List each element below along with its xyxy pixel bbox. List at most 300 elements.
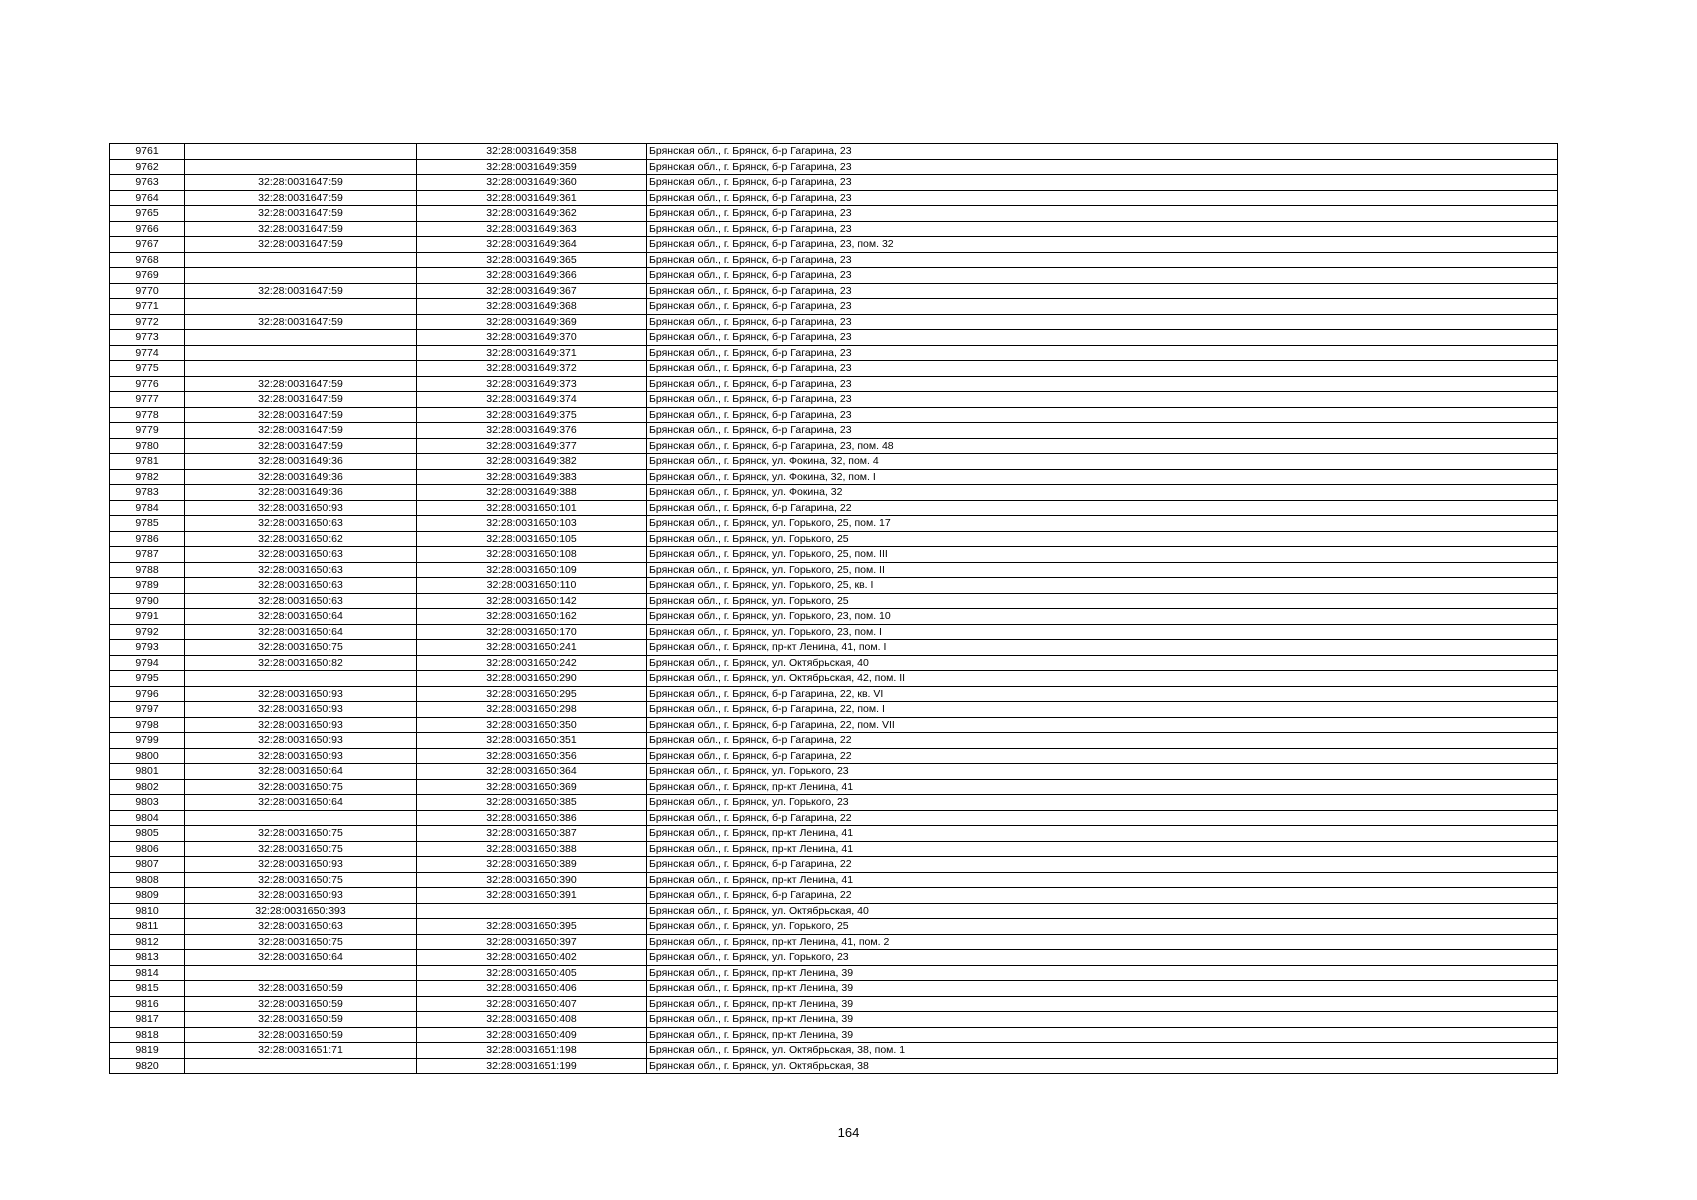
table-row (110, 903, 1558, 919)
row-number-cell: 9800 (110, 748, 185, 764)
parent-cadastral-cell: 32:28:0031650:93 (185, 717, 417, 733)
table-row (110, 686, 1558, 702)
row-number-cell: 9803 (110, 795, 185, 811)
cadastral-number-cell: 32:28:0031650:405 (417, 965, 647, 981)
cadastral-number-cell: 32:28:0031650:295 (417, 686, 647, 702)
row-number-cell: 9806 (110, 841, 185, 857)
table-row (110, 190, 1558, 206)
row-number-cell: 9819 (110, 1043, 185, 1059)
table-row (110, 438, 1558, 454)
table-row (110, 671, 1558, 687)
cadastral-number-cell: 32:28:0031649:365 (417, 252, 647, 268)
parent-cadastral-cell: 32:28:0031650:59 (185, 1012, 417, 1028)
address-cell: Брянская обл., г. Брянск, б-р Гагарина, 22, пом. VII (647, 717, 1558, 733)
parent-cadastral-cell: 32:28:0031650:75 (185, 779, 417, 795)
table-row (110, 237, 1558, 253)
table-row (110, 795, 1558, 811)
table-row (110, 640, 1558, 656)
address-cell: Брянская обл., г. Брянск, б-р Гагарина, 23, пом. 32 (647, 237, 1558, 253)
table-row (110, 934, 1558, 950)
cadastral-number-cell: 32:28:0031650:142 (417, 593, 647, 609)
address-cell: Брянская обл., г. Брянск, б-р Гагарина, 23 (647, 159, 1558, 175)
row-number-cell: 9795 (110, 671, 185, 687)
row-number-cell: 9792 (110, 624, 185, 640)
row-number-cell: 9787 (110, 547, 185, 563)
table-row (110, 252, 1558, 268)
parent-cadastral-cell: 32:28:0031650:93 (185, 686, 417, 702)
parent-cadastral-cell: 32:28:0031650:64 (185, 609, 417, 625)
table-row (110, 531, 1558, 547)
parent-cadastral-cell (185, 810, 417, 826)
cadastral-number-cell: 32:28:0031650:385 (417, 795, 647, 811)
address-cell: Брянская обл., г. Брянск, б-р Гагарина, 23 (647, 175, 1558, 191)
table-row (110, 376, 1558, 392)
cadastral-number-cell: 32:28:0031649:373 (417, 376, 647, 392)
cadastral-number-cell: 32:28:0031650:391 (417, 888, 647, 904)
row-number-cell: 9813 (110, 950, 185, 966)
parent-cadastral-cell (185, 330, 417, 346)
cadastral-number-cell: 32:28:0031650:387 (417, 826, 647, 842)
parent-cadastral-cell: 32:28:0031650:59 (185, 996, 417, 1012)
row-number-cell: 9782 (110, 469, 185, 485)
row-number-cell: 9764 (110, 190, 185, 206)
parent-cadastral-cell (185, 671, 417, 687)
address-cell: Брянская обл., г. Брянск, пр-кт Ленина, 41 (647, 872, 1558, 888)
parent-cadastral-cell: 32:28:0031650:75 (185, 826, 417, 842)
cadastral-number-cell: 32:28:0031650:407 (417, 996, 647, 1012)
address-cell: Брянская обл., г. Брянск, пр-кт Ленина, 41, пом. 2 (647, 934, 1558, 950)
table-row (110, 268, 1558, 284)
table-row (110, 593, 1558, 609)
cadastral-number-cell: 32:28:0031649:372 (417, 361, 647, 377)
table-row (110, 144, 1558, 160)
cadastral-number-cell: 32:28:0031650:170 (417, 624, 647, 640)
parent-cadastral-cell: 32:28:0031650:62 (185, 531, 417, 547)
row-number-cell: 9810 (110, 903, 185, 919)
row-number-cell: 9770 (110, 283, 185, 299)
table-row (110, 841, 1558, 857)
cadastral-number-cell: 32:28:0031650:103 (417, 516, 647, 532)
parent-cadastral-cell: 32:28:0031649:36 (185, 485, 417, 501)
address-cell: Брянская обл., г. Брянск, ул. Горького, 25 (647, 919, 1558, 935)
cadastral-number-cell: 32:28:0031651:199 (417, 1058, 647, 1074)
parent-cadastral-cell: 32:28:0031650:64 (185, 795, 417, 811)
address-cell: Брянская обл., г. Брянск, б-р Гагарина, 23 (647, 314, 1558, 330)
parent-cadastral-cell: 32:28:0031650:64 (185, 950, 417, 966)
parent-cadastral-cell: 32:28:0031647:59 (185, 392, 417, 408)
parent-cadastral-cell: 32:28:0031650:75 (185, 640, 417, 656)
address-cell: Брянская обл., г. Брянск, ул. Фокина, 32, пом. I (647, 469, 1558, 485)
row-number-cell: 9769 (110, 268, 185, 284)
parent-cadastral-cell: 32:28:0031650:63 (185, 547, 417, 563)
cadastral-number-cell: 32:28:0031650:409 (417, 1027, 647, 1043)
cadastral-number-cell: 32:28:0031649:364 (417, 237, 647, 253)
row-number-cell: 9798 (110, 717, 185, 733)
address-cell: Брянская обл., г. Брянск, ул. Горького, 25 (647, 531, 1558, 547)
row-number-cell: 9790 (110, 593, 185, 609)
parent-cadastral-cell: 32:28:0031650:75 (185, 934, 417, 950)
parent-cadastral-cell: 32:28:0031647:59 (185, 407, 417, 423)
row-number-cell: 9801 (110, 764, 185, 780)
table-row (110, 314, 1558, 330)
table-row (110, 500, 1558, 516)
address-cell: Брянская обл., г. Брянск, ул. Горького, 25 (647, 593, 1558, 609)
table-row (110, 547, 1558, 563)
cadastral-number-cell: 32:28:0031651:198 (417, 1043, 647, 1059)
row-number-cell: 9808 (110, 872, 185, 888)
parent-cadastral-cell: 32:28:0031650:93 (185, 733, 417, 749)
row-number-cell: 9781 (110, 454, 185, 470)
parent-cadastral-cell: 32:28:0031647:59 (185, 283, 417, 299)
address-cell: Брянская обл., г. Брянск, б-р Гагарина, 23 (647, 221, 1558, 237)
cadastral-number-cell: 32:28:0031650:395 (417, 919, 647, 935)
address-cell: Брянская обл., г. Брянск, б-р Гагарина, 23 (647, 299, 1558, 315)
address-cell: Брянская обл., г. Брянск, б-р Гагарина, 22, пом. I (647, 702, 1558, 718)
row-number-cell: 9812 (110, 934, 185, 950)
table-row (110, 733, 1558, 749)
cadastral-number-cell: 32:28:0031649:370 (417, 330, 647, 346)
row-number-cell: 9777 (110, 392, 185, 408)
address-cell: Брянская обл., г. Брянск, б-р Гагарина, 22 (647, 748, 1558, 764)
address-cell: Брянская обл., г. Брянск, б-р Гагарина, 23 (647, 252, 1558, 268)
row-number-cell: 9807 (110, 857, 185, 873)
cadastral-number-cell: 32:28:0031649:366 (417, 268, 647, 284)
table-row (110, 1027, 1558, 1043)
parent-cadastral-cell: 32:28:0031650:64 (185, 764, 417, 780)
row-number-cell: 9774 (110, 345, 185, 361)
cadastral-number-cell: 32:28:0031650:406 (417, 981, 647, 997)
address-cell: Брянская обл., г. Брянск, б-р Гагарина, 22 (647, 733, 1558, 749)
table-row (110, 996, 1558, 1012)
cadastral-number-cell: 32:28:0031650:369 (417, 779, 647, 795)
table-row (110, 950, 1558, 966)
address-cell: Брянская обл., г. Брянск, ул. Горького, 23 (647, 764, 1558, 780)
row-number-cell: 9766 (110, 221, 185, 237)
parent-cadastral-cell: 32:28:0031647:59 (185, 423, 417, 439)
cadastral-number-cell: 32:28:0031649:367 (417, 283, 647, 299)
table-row (110, 624, 1558, 640)
address-cell: Брянская обл., г. Брянск, ул. Октябрьская, 40 (647, 903, 1558, 919)
row-number-cell: 9786 (110, 531, 185, 547)
table-row (110, 516, 1558, 532)
cadastral-number-cell: 32:28:0031650:105 (417, 531, 647, 547)
parent-cadastral-cell: 32:28:0031650:93 (185, 857, 417, 873)
address-cell: Брянская обл., г. Брянск, пр-кт Ленина, 41 (647, 841, 1558, 857)
table-row (110, 655, 1558, 671)
cadastral-number-cell: 32:28:0031649:375 (417, 407, 647, 423)
cadastral-number-cell: 32:28:0031650:241 (417, 640, 647, 656)
cadastral-number-cell: 32:28:0031649:360 (417, 175, 647, 191)
table-row (110, 872, 1558, 888)
row-number-cell: 9799 (110, 733, 185, 749)
parent-cadastral-cell: 32:28:0031647:59 (185, 438, 417, 454)
cadastral-number-cell: 32:28:0031649:382 (417, 454, 647, 470)
table-row (110, 1043, 1558, 1059)
parent-cadastral-cell: 32:28:0031647:59 (185, 221, 417, 237)
parent-cadastral-cell (185, 252, 417, 268)
cadastral-number-cell: 32:28:0031649:358 (417, 144, 647, 160)
cadastral-number-cell: 32:28:0031649:388 (417, 485, 647, 501)
parent-cadastral-cell: 32:28:0031650:59 (185, 1027, 417, 1043)
address-cell: Брянская обл., г. Брянск, б-р Гагарина, 22 (647, 857, 1558, 873)
address-cell: Брянская обл., г. Брянск, ул. Октябрьская, 38 (647, 1058, 1558, 1074)
row-number-cell: 9805 (110, 826, 185, 842)
table-row (110, 857, 1558, 873)
table-row (110, 826, 1558, 842)
cadastral-number-cell: 32:28:0031650:364 (417, 764, 647, 780)
cadastral-number-cell: 32:28:0031649:376 (417, 423, 647, 439)
address-cell: Брянская обл., г. Брянск, пр-кт Ленина, 39 (647, 1012, 1558, 1028)
cadastral-number-cell: 32:28:0031649:368 (417, 299, 647, 315)
address-cell: Брянская обл., г. Брянск, пр-кт Ленина, 39 (647, 981, 1558, 997)
parent-cadastral-cell: 32:28:0031650:63 (185, 593, 417, 609)
cadastral-number-cell: 32:28:0031650:110 (417, 578, 647, 594)
table-row (110, 361, 1558, 377)
cadastral-number-cell: 32:28:0031649:371 (417, 345, 647, 361)
table-row (110, 175, 1558, 191)
table-row (110, 981, 1558, 997)
row-number-cell: 9765 (110, 206, 185, 222)
page-number: 164 (837, 1125, 860, 1140)
cadastral-number-cell: 32:28:0031650:109 (417, 562, 647, 578)
cadastral-number-cell: 32:28:0031650:397 (417, 934, 647, 950)
row-number-cell: 9793 (110, 640, 185, 656)
table-row (110, 299, 1558, 315)
parent-cadastral-cell: 32:28:0031649:36 (185, 454, 417, 470)
row-number-cell: 9804 (110, 810, 185, 826)
cadastral-number-cell: 32:28:0031650:356 (417, 748, 647, 764)
address-cell: Брянская обл., г. Брянск, б-р Гагарина, 23 (647, 392, 1558, 408)
table-row (110, 469, 1558, 485)
table-row (110, 330, 1558, 346)
address-cell: Брянская обл., г. Брянск, б-р Гагарина, 23 (647, 423, 1558, 439)
row-number-cell: 9809 (110, 888, 185, 904)
address-cell: Брянская обл., г. Брянск, б-р Гагарина, 23 (647, 144, 1558, 160)
cadastral-number-cell: 32:28:0031650:350 (417, 717, 647, 733)
row-number-cell: 9763 (110, 175, 185, 191)
table-row (110, 717, 1558, 733)
table-row (110, 919, 1558, 935)
address-cell: Брянская обл., г. Брянск, б-р Гагарина, 23 (647, 345, 1558, 361)
parent-cadastral-cell (185, 299, 417, 315)
table-row (110, 485, 1558, 501)
row-number-cell: 9817 (110, 1012, 185, 1028)
address-cell: Брянская обл., г. Брянск, б-р Гагарина, 22 (647, 810, 1558, 826)
table-row (110, 748, 1558, 764)
cadastral-number-cell: 32:28:0031650:386 (417, 810, 647, 826)
row-number-cell: 9775 (110, 361, 185, 377)
row-number-cell: 9818 (110, 1027, 185, 1043)
address-cell: Брянская обл., г. Брянск, ул. Фокина, 32 (647, 485, 1558, 501)
address-cell: Брянская обл., г. Брянск, б-р Гагарина, 23 (647, 376, 1558, 392)
table-row (110, 159, 1558, 175)
address-cell: Брянская обл., г. Брянск, ул. Октябрьская, 42, пом. II (647, 671, 1558, 687)
parent-cadastral-cell: 32:28:0031650:75 (185, 841, 417, 857)
parent-cadastral-cell: 32:28:0031647:59 (185, 206, 417, 222)
address-cell: Брянская обл., г. Брянск, б-р Гагарина, 23 (647, 361, 1558, 377)
address-cell: Брянская обл., г. Брянск, пр-кт Ленина, 41, пом. I (647, 640, 1558, 656)
registry-table (109, 143, 1558, 1074)
parent-cadastral-cell: 32:28:0031650:64 (185, 624, 417, 640)
cadastral-number-cell: 32:28:0031650:242 (417, 655, 647, 671)
table-body (110, 144, 1558, 1074)
table-row (110, 888, 1558, 904)
address-cell: Брянская обл., г. Брянск, б-р Гагарина, 23, пом. 48 (647, 438, 1558, 454)
parent-cadastral-cell (185, 345, 417, 361)
address-cell: Брянская обл., г. Брянск, пр-кт Ленина, 41 (647, 779, 1558, 795)
row-number-cell: 9772 (110, 314, 185, 330)
row-number-cell: 9776 (110, 376, 185, 392)
table-row (110, 609, 1558, 625)
address-cell: Брянская обл., г. Брянск, ул. Горького, 25, пом. II (647, 562, 1558, 578)
row-number-cell: 9768 (110, 252, 185, 268)
parent-cadastral-cell (185, 1058, 417, 1074)
cadastral-number-cell: 32:28:0031650:108 (417, 547, 647, 563)
row-number-cell: 9814 (110, 965, 185, 981)
parent-cadastral-cell: 32:28:0031650:59 (185, 981, 417, 997)
table-row (110, 1058, 1558, 1074)
table-row (110, 810, 1558, 826)
address-cell: Брянская обл., г. Брянск, б-р Гагарина, 23 (647, 268, 1558, 284)
parent-cadastral-cell (185, 361, 417, 377)
cadastral-number-cell: 32:28:0031650:162 (417, 609, 647, 625)
parent-cadastral-cell: 32:28:0031647:59 (185, 175, 417, 191)
parent-cadastral-cell: 32:28:0031650:82 (185, 655, 417, 671)
parent-cadastral-cell: 32:28:0031647:59 (185, 314, 417, 330)
cadastral-number-cell: 32:28:0031650:388 (417, 841, 647, 857)
cadastral-number-cell: 32:28:0031650:402 (417, 950, 647, 966)
parent-cadastral-cell (185, 159, 417, 175)
cadastral-number-cell (417, 903, 647, 919)
table-row (110, 423, 1558, 439)
row-number-cell: 9789 (110, 578, 185, 594)
cadastral-number-cell: 32:28:0031650:101 (417, 500, 647, 516)
cadastral-number-cell: 32:28:0031650:390 (417, 872, 647, 888)
address-cell: Брянская обл., г. Брянск, б-р Гагарина, 23 (647, 283, 1558, 299)
parent-cadastral-cell: 32:28:0031651:71 (185, 1043, 417, 1059)
address-cell: Брянская обл., г. Брянск, б-р Гагарина, 23 (647, 330, 1558, 346)
table-row (110, 407, 1558, 423)
row-number-cell: 9779 (110, 423, 185, 439)
table-row (110, 221, 1558, 237)
address-cell: Брянская обл., г. Брянск, ул. Горького, 23, пом. I (647, 624, 1558, 640)
address-cell: Брянская обл., г. Брянск, ул. Горького, 23, пом. 10 (647, 609, 1558, 625)
cadastral-number-cell: 32:28:0031650:351 (417, 733, 647, 749)
row-number-cell: 9811 (110, 919, 185, 935)
table-row (110, 392, 1558, 408)
table-row (110, 965, 1558, 981)
parent-cadastral-cell: 32:28:0031650:393 (185, 903, 417, 919)
table-row (110, 779, 1558, 795)
address-cell: Брянская обл., г. Брянск, б-р Гагарина, 22 (647, 888, 1558, 904)
address-cell: Брянская обл., г. Брянск, ул. Горького, 25, пом. 17 (647, 516, 1558, 532)
table-row (110, 345, 1558, 361)
address-cell: Брянская обл., г. Брянск, б-р Гагарина, 22 (647, 500, 1558, 516)
row-number-cell: 9761 (110, 144, 185, 160)
cadastral-number-cell: 32:28:0031650:408 (417, 1012, 647, 1028)
address-cell: Брянская обл., г. Брянск, б-р Гагарина, 23 (647, 206, 1558, 222)
parent-cadastral-cell: 32:28:0031647:59 (185, 190, 417, 206)
parent-cadastral-cell: 32:28:0031650:63 (185, 562, 417, 578)
address-cell: Брянская обл., г. Брянск, ул. Октябрьская, 40 (647, 655, 1558, 671)
row-number-cell: 9796 (110, 686, 185, 702)
address-cell: Брянская обл., г. Брянск, ул. Горького, 23 (647, 950, 1558, 966)
row-number-cell: 9815 (110, 981, 185, 997)
row-number-cell: 9780 (110, 438, 185, 454)
row-number-cell: 9773 (110, 330, 185, 346)
cadastral-number-cell: 32:28:0031650:389 (417, 857, 647, 873)
parent-cadastral-cell (185, 965, 417, 981)
parent-cadastral-cell: 32:28:0031647:59 (185, 237, 417, 253)
cadastral-number-cell: 32:28:0031649:363 (417, 221, 647, 237)
row-number-cell: 9762 (110, 159, 185, 175)
row-number-cell: 9788 (110, 562, 185, 578)
cadastral-number-cell: 32:28:0031649:369 (417, 314, 647, 330)
parent-cadastral-cell: 32:28:0031650:63 (185, 578, 417, 594)
parent-cadastral-cell: 32:28:0031650:93 (185, 888, 417, 904)
address-cell: Брянская обл., г. Брянск, б-р Гагарина, 22, кв. VI (647, 686, 1558, 702)
parent-cadastral-cell: 32:28:0031650:63 (185, 516, 417, 532)
table-row (110, 1012, 1558, 1028)
address-cell: Брянская обл., г. Брянск, пр-кт Ленина, 39 (647, 996, 1558, 1012)
table-row (110, 454, 1558, 470)
parent-cadastral-cell: 32:28:0031650:93 (185, 500, 417, 516)
address-cell: Брянская обл., г. Брянск, ул. Октябрьская, 38, пом. 1 (647, 1043, 1558, 1059)
row-number-cell: 9767 (110, 237, 185, 253)
parent-cadastral-cell: 32:28:0031650:75 (185, 872, 417, 888)
address-cell: Брянская обл., г. Брянск, ул. Горького, 25, кв. I (647, 578, 1558, 594)
parent-cadastral-cell (185, 268, 417, 284)
row-number-cell: 9783 (110, 485, 185, 501)
table-row (110, 206, 1558, 222)
row-number-cell: 9820 (110, 1058, 185, 1074)
table-row (110, 562, 1558, 578)
cadastral-number-cell: 32:28:0031649:359 (417, 159, 647, 175)
row-number-cell: 9785 (110, 516, 185, 532)
address-cell: Брянская обл., г. Брянск, б-р Гагарина, 23 (647, 190, 1558, 206)
parent-cadastral-cell (185, 144, 417, 160)
row-number-cell: 9802 (110, 779, 185, 795)
table-row (110, 702, 1558, 718)
cadastral-number-cell: 32:28:0031649:362 (417, 206, 647, 222)
row-number-cell: 9794 (110, 655, 185, 671)
table-row (110, 764, 1558, 780)
row-number-cell: 9797 (110, 702, 185, 718)
table-row (110, 578, 1558, 594)
cadastral-number-cell: 32:28:0031649:361 (417, 190, 647, 206)
parent-cadastral-cell: 32:28:0031649:36 (185, 469, 417, 485)
parent-cadastral-cell: 32:28:0031650:93 (185, 702, 417, 718)
row-number-cell: 9791 (110, 609, 185, 625)
row-number-cell: 9784 (110, 500, 185, 516)
address-cell: Брянская обл., г. Брянск, б-р Гагарина, 23 (647, 407, 1558, 423)
address-cell: Брянская обл., г. Брянск, ул. Горького, 23 (647, 795, 1558, 811)
address-cell: Брянская обл., г. Брянск, пр-кт Ленина, 41 (647, 826, 1558, 842)
address-cell: Брянская обл., г. Брянск, ул. Горького, 25, пом. III (647, 547, 1558, 563)
cadastral-number-cell: 32:28:0031649:374 (417, 392, 647, 408)
cadastral-number-cell: 32:28:0031650:290 (417, 671, 647, 687)
row-number-cell: 9778 (110, 407, 185, 423)
row-number-cell: 9816 (110, 996, 185, 1012)
cadastral-number-cell: 32:28:0031649:377 (417, 438, 647, 454)
address-cell: Брянская обл., г. Брянск, пр-кт Ленина, 39 (647, 1027, 1558, 1043)
table-row (110, 283, 1558, 299)
parent-cadastral-cell: 32:28:0031650:93 (185, 748, 417, 764)
row-number-cell: 9771 (110, 299, 185, 315)
parent-cadastral-cell: 32:28:0031650:63 (185, 919, 417, 935)
address-cell: Брянская обл., г. Брянск, пр-кт Ленина, 39 (647, 965, 1558, 981)
cadastral-number-cell: 32:28:0031650:298 (417, 702, 647, 718)
